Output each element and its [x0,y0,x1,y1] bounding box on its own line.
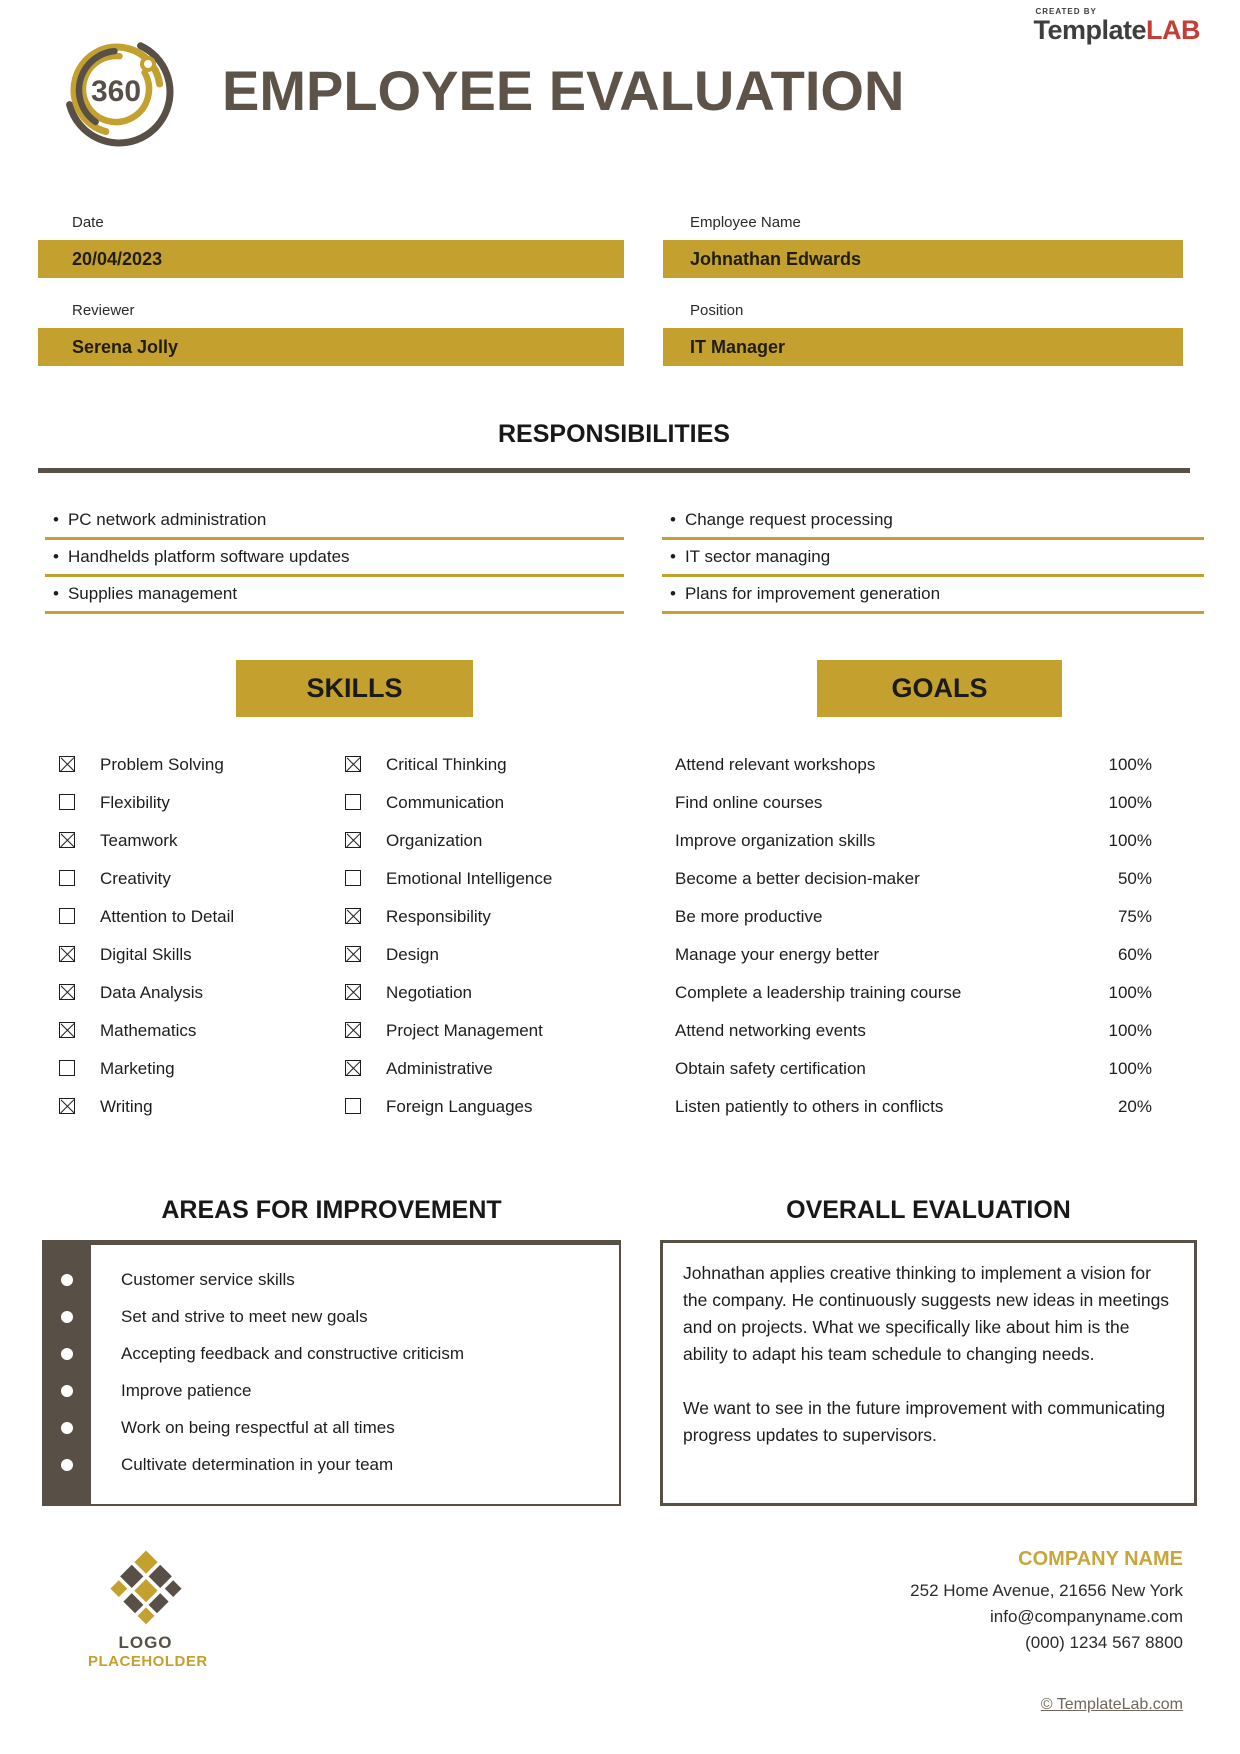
area-text: Accepting feedback and constructive criticism [121,1343,464,1363]
area-text: Set and strive to meet new goals [121,1306,368,1326]
skill-checkbox[interactable] [345,1022,361,1038]
area-item [44,1298,619,1335]
overall-heading: OVERALL EVALUATION [786,1196,1071,1224]
skill-label: Responsibility [386,907,491,926]
skill-label: Data Analysis [100,983,203,1002]
responsibility-item [45,577,624,614]
page-title: EMPLOYEE EVALUATION [222,59,905,122]
goal-label: Improve organization skills [675,831,876,850]
responsibilities-right-column [662,503,1204,614]
position-field[interactable]: IT Manager [663,328,1183,366]
goal-label: Become a better decision-maker [675,869,920,888]
responsibilities-heading: RESPONSIBILITIES [498,420,730,448]
skill-checkbox[interactable] [345,794,361,810]
goal-row [663,1088,1152,1126]
skills-row [38,860,623,898]
skill-checkbox[interactable] [345,832,361,848]
goal-row [663,784,1152,822]
area-item [44,1372,619,1409]
goal-row [663,822,1152,860]
skill-checkbox[interactable] [59,1022,75,1038]
goal-row [663,898,1152,936]
skills-row [38,936,623,974]
area-text: Work on being respectful at all times [121,1417,395,1437]
templatelab-wordmark [1033,15,1200,45]
bullet-dot-icon [61,1311,73,1323]
goal-label: Manage your energy better [675,945,880,964]
responsibility-item [662,503,1204,540]
skill-label: Marketing [100,1059,175,1078]
area-item [44,1261,619,1298]
skill-label: Flexibility [100,793,170,812]
skill-label: Problem Solving [100,755,224,774]
responsibility-item [662,540,1204,577]
skill-checkbox[interactable] [59,946,75,962]
goal-label: Be more productive [675,907,823,926]
skill-checkbox[interactable] [59,908,75,924]
skill-label: Administrative [386,1059,493,1078]
goal-percent-value[interactable]: 100% [1108,1021,1152,1040]
overall-evaluation-box[interactable] [660,1240,1197,1506]
bullet-dot-icon [61,1422,73,1434]
bullet-dot-icon [61,1385,73,1397]
skills-row [38,1088,623,1126]
created-by-text: CREATED BY [1035,7,1097,16]
templatelab-logo [1033,8,1200,44]
company-email: info@companyname.com [989,1607,1183,1626]
skill-label: Writing [100,1097,153,1116]
skill-checkbox[interactable] [59,756,75,772]
skill-label: Digital Skills [100,945,192,964]
skills-row [38,974,623,1012]
responsibility-text: IT sector managing [684,547,831,566]
skill-label: Communication [386,793,505,812]
bullet-dot-icon [61,1274,73,1286]
responsibility-text: Change request processing [684,510,893,529]
skills-row [38,1050,623,1088]
reviewer-field[interactable]: Serena Jolly [38,328,624,366]
goal-row [663,1012,1152,1050]
logo-placeholder-icon [100,1545,192,1631]
bullet-icon: • [53,510,59,529]
skill-label: Attention to Detail [100,907,235,926]
skill-label: Design [386,945,439,964]
goal-row [663,936,1152,974]
goal-percent-value[interactable]: 60% [1117,945,1152,964]
skill-checkbox[interactable] [59,832,75,848]
goal-percent-value[interactable]: 100% [1108,1059,1152,1078]
areas-for-improvement-box [42,1240,621,1506]
company-info [910,1548,1183,1656]
company-address: 252 Home Avenue, 21656 New York [910,1581,1183,1600]
skill-checkbox[interactable] [345,1098,361,1114]
overall-paragraph: Johnathan applies creative thinking to implement a vision for the company. He continuously suggests new ideas in meetings and on projects. What we specifically like about him is the ability to adapt his team schedule to changing needs. [683,1263,1170,1364]
goal-label: Attend relevant workshops [675,755,876,774]
skill-label: Project Management [386,1021,543,1040]
skill-label: Mathematics [100,1021,197,1040]
skill-label: Critical Thinking [386,755,507,774]
skill-checkbox[interactable] [59,870,75,886]
responsibilities-left-column [45,503,624,614]
responsibility-item [662,577,1204,614]
svg-text:360: 360 [90,75,142,108]
area-text: Customer service skills [121,1269,295,1289]
employee-name-label: Employee Name [690,214,801,231]
skill-checkbox[interactable] [345,1060,361,1076]
responsibility-text: Supplies management [67,584,238,603]
goal-label: Complete a leadership training course [675,983,962,1002]
goal-percent-value[interactable]: 50% [1117,869,1152,888]
skills-row [38,746,623,784]
templatelab-word-template: Template [1033,15,1146,45]
area-text: Cultivate determination in your team [121,1454,394,1474]
responsibility-text: Plans for improvement generation [684,584,941,603]
goal-percent-value[interactable]: 100% [1108,983,1152,1002]
position-label: Position [690,302,744,319]
skill-checkbox[interactable] [59,1098,75,1114]
logo-placeholder [88,1545,208,1670]
skill-checkbox[interactable] [59,1060,75,1076]
templatelab-copyright-link[interactable]: © TemplateLab.com [1040,1696,1183,1713]
logo-placeholder-text: PLACEHOLDER [88,1653,208,1670]
date-field[interactable]: 20/04/2023 [38,240,624,278]
bullet-dot-icon [61,1348,73,1360]
skills-row [38,822,623,860]
goal-percent-value[interactable]: 75% [1117,907,1152,926]
bullet-icon: • [670,584,676,603]
goal-row [663,860,1152,898]
goal-label: Obtain safety certification [675,1059,866,1078]
bullet-icon: • [670,510,676,529]
area-item [44,1335,619,1372]
goal-percent-value[interactable]: 100% [1108,831,1152,850]
areas-heading: AREAS FOR IMPROVEMENT [161,1196,502,1224]
goal-label: Listen patiently to others in conflicts [675,1097,944,1116]
skill-checkbox[interactable] [345,756,361,772]
goal-label: Find online courses [675,793,823,812]
skill-label: Teamwork [100,831,178,850]
reviewer-label: Reviewer [72,302,135,319]
skills-row [38,784,623,822]
goal-row [663,1050,1152,1088]
responsibility-text: PC network administration [67,510,267,529]
area-item [44,1446,619,1483]
responsibility-item [45,503,624,540]
skill-checkbox[interactable] [345,908,361,924]
overall-paragraph: We want to see in the future improvement with communicating progress updates to supervisors. [683,1398,1166,1445]
skills-heading: SKILLS [236,660,473,717]
skill-checkbox[interactable] [345,984,361,1000]
responsibility-text: Handhelds platform software updates [67,547,350,566]
company-name: COMPANY NAME [1018,1548,1183,1570]
goal-percent-value[interactable]: 100% [1108,793,1152,812]
bullet-icon: • [670,547,676,566]
skills-row [38,898,623,936]
bullet-icon: • [53,584,59,603]
skill-label: Creativity [100,869,171,888]
skills-checklist [38,746,623,1126]
employee-name-field[interactable]: Johnathan Edwards [663,240,1183,278]
skill-label: Foreign Languages [386,1097,533,1116]
areas-items [44,1261,619,1483]
skill-checkbox[interactable] [59,794,75,810]
skill-checkbox[interactable] [345,870,361,886]
bullet-dot-icon [61,1459,73,1471]
goal-row [663,746,1152,784]
logo-360-icon [60,26,180,156]
bullet-icon: • [53,547,59,566]
area-item [44,1409,619,1446]
responsibility-item [45,540,624,577]
goal-percent-value[interactable]: 20% [1117,1097,1152,1116]
goal-percent-value[interactable]: 100% [1108,755,1152,774]
goals-heading: GOALS [817,660,1062,717]
skill-checkbox[interactable] [345,946,361,962]
skill-checkbox[interactable] [59,984,75,1000]
goal-row [663,974,1152,1012]
logo-placeholder-text: LOGO [118,1633,173,1652]
goals-list [663,746,1152,1126]
skill-label: Negotiation [386,983,473,1002]
date-label: Date [72,214,104,231]
templatelab-word-lab: LAB [1146,15,1200,45]
area-text: Improve patience [121,1380,252,1400]
skill-label: Emotional Intelligence [386,869,553,888]
responsibilities-divider [38,468,1190,473]
company-phone: (000) 1234 567 8800 [1025,1633,1183,1652]
skills-row [38,1012,623,1050]
skill-label: Organization [386,831,483,850]
goal-label: Attend networking events [675,1021,866,1040]
